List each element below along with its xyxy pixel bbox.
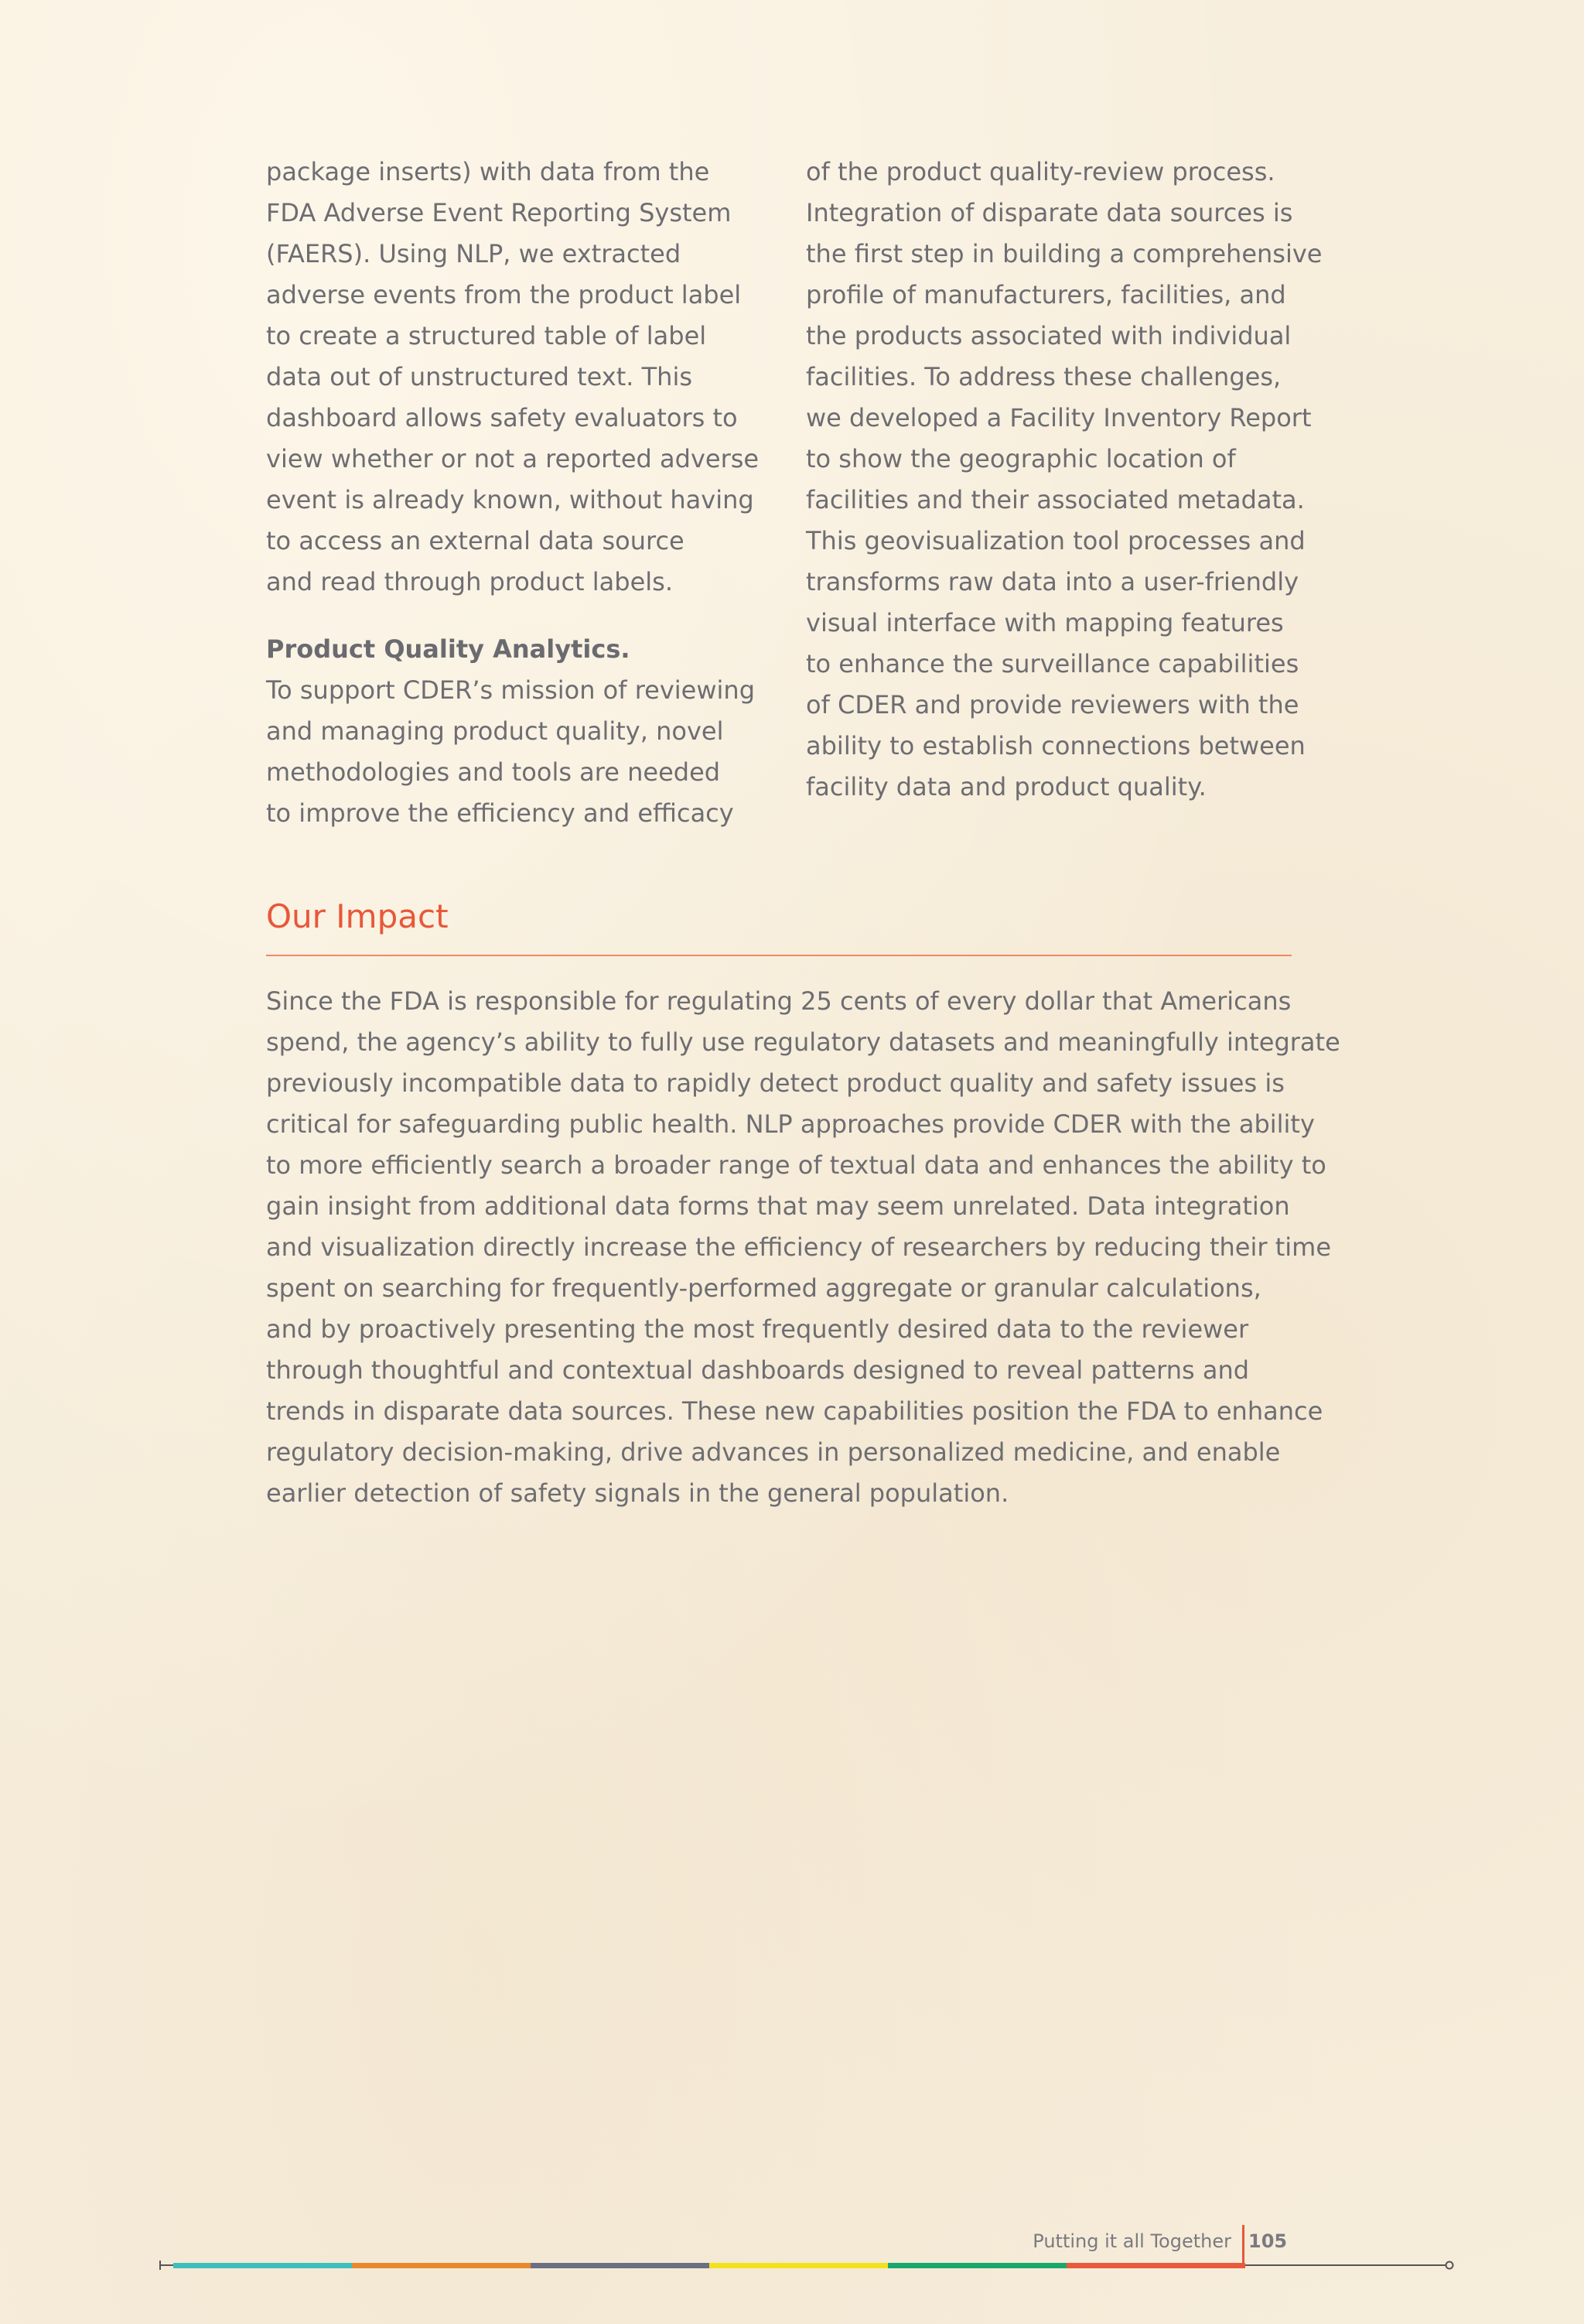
text-line: previously incompatible data to rapidly detect product quality and safety issues is: [266, 1068, 1285, 1098]
footer-bar-end-circle: [1446, 2262, 1453, 2269]
footer-bar-segment-teal: [173, 2263, 352, 2268]
footer-bar-segment-red: [1067, 2263, 1245, 2268]
footer-section-label: Putting it all Together: [1033, 2230, 1231, 2252]
text-line: spent on searching for frequently-performed aggregate or granular calculations,: [266, 1273, 1261, 1303]
text-line: through thoughtful and contextual dashboards designed to reveal patterns and: [266, 1355, 1250, 1385]
text-line: facilities. To address these challenges,: [806, 362, 1282, 391]
text-line: the first step in building a comprehensive: [806, 239, 1323, 268]
text-line: trends in disparate data sources. These new capabilities position the FDA to enhance: [266, 1396, 1323, 1426]
text-line: the products associated with individual: [806, 321, 1292, 350]
text-line: (FAERS). Using NLP, we extracted: [266, 239, 681, 268]
text-line: Integration of disparate data sources is: [806, 198, 1293, 227]
text-line: critical for safeguarding public health. NLP approaches provide CDER with the ability: [266, 1109, 1315, 1139]
text-line: adverse events from the product label: [266, 280, 742, 309]
left-paragraph-intro: [266, 152, 777, 603]
text-line: facilities and their associated metadata.: [806, 485, 1305, 514]
text-line: gain insight from additional data forms that may seem unrelated. Data integration: [266, 1191, 1290, 1221]
text-line: Since the FDA is responsible for regulating 25 cents of every dollar that Americans: [266, 986, 1292, 1016]
subheading-product-quality-analytics: Product Quality Analytics.: [266, 634, 630, 664]
footer-bar-segment-slate: [531, 2263, 709, 2268]
text-line: of the product quality-review process.: [806, 157, 1275, 186]
text-line: package inserts) with data from the: [266, 157, 710, 186]
text-line: of CDER and provide reviewers with the: [806, 690, 1299, 719]
section-divider: [266, 955, 1292, 956]
footer-progress-bar: [159, 2260, 1456, 2271]
text-line: FDA Adverse Event Reporting System: [266, 198, 732, 227]
text-line: to access an external data source: [266, 526, 684, 555]
text-line: regulatory decision-making, drive advances in personalized medicine, and enable: [266, 1437, 1281, 1467]
text-line: and visualization directly increase the efficiency of researchers by reducing their time: [266, 1232, 1331, 1262]
text-line: data out of unstructured text. This: [266, 362, 692, 391]
text-line: This geovisualization tool processes and: [806, 526, 1306, 555]
right-paragraph: [806, 152, 1332, 808]
text-line: earlier detection of safety signals in the general population.: [266, 1478, 1009, 1508]
text-line: and read through product labels.: [266, 567, 673, 596]
text-line: ability to establish connections between: [806, 731, 1306, 760]
text-line: we developed a Facility Inventory Report: [806, 403, 1312, 432]
text-line: dashboard allows safety evaluators to: [266, 403, 738, 432]
text-line: event is already known, without having: [266, 485, 754, 514]
text-line: to more efficiently search a broader range of textual data and enhances the ability to: [266, 1150, 1326, 1180]
impact-paragraph: [266, 981, 1364, 1514]
text-line: view whether or not a reported adverse: [266, 444, 760, 473]
right-column: [806, 152, 1332, 808]
section-title-our-impact: Our Impact: [266, 897, 449, 935]
page-number: 105: [1248, 2230, 1288, 2252]
footer-bar-segment-yellow: [709, 2263, 888, 2268]
footer-bar-segment-green: [888, 2263, 1067, 2268]
text-line: to show the geographic location of: [806, 444, 1236, 473]
text-line: to create a structured table of label: [266, 321, 707, 350]
text-line: transforms raw data into a user-friendly: [806, 567, 1299, 596]
text-line: To support CDER’s mission of reviewing: [266, 675, 755, 705]
text-line: to improve the efficiency and efficacy: [266, 798, 734, 828]
text-line: profile of manufacturers, facilities, and: [806, 280, 1286, 309]
text-line: to enhance the surveillance capabilities: [806, 649, 1299, 678]
text-line: and by proactively presenting the most frequently desired data to the reviewer: [266, 1314, 1249, 1344]
text-line: visual interface with mapping features: [806, 608, 1284, 637]
text-line: and managing product quality, novel: [266, 716, 724, 746]
text-line: methodologies and tools are needed: [266, 757, 721, 787]
footer-bar-segment-orange: [352, 2263, 531, 2268]
text-line: facility data and product quality.: [806, 772, 1207, 801]
left-paragraph-product-quality: [266, 670, 777, 834]
left-column: [266, 152, 777, 834]
text-line: spend, the agency’s ability to fully use regulatory datasets and meaningfully integrate: [266, 1027, 1340, 1057]
